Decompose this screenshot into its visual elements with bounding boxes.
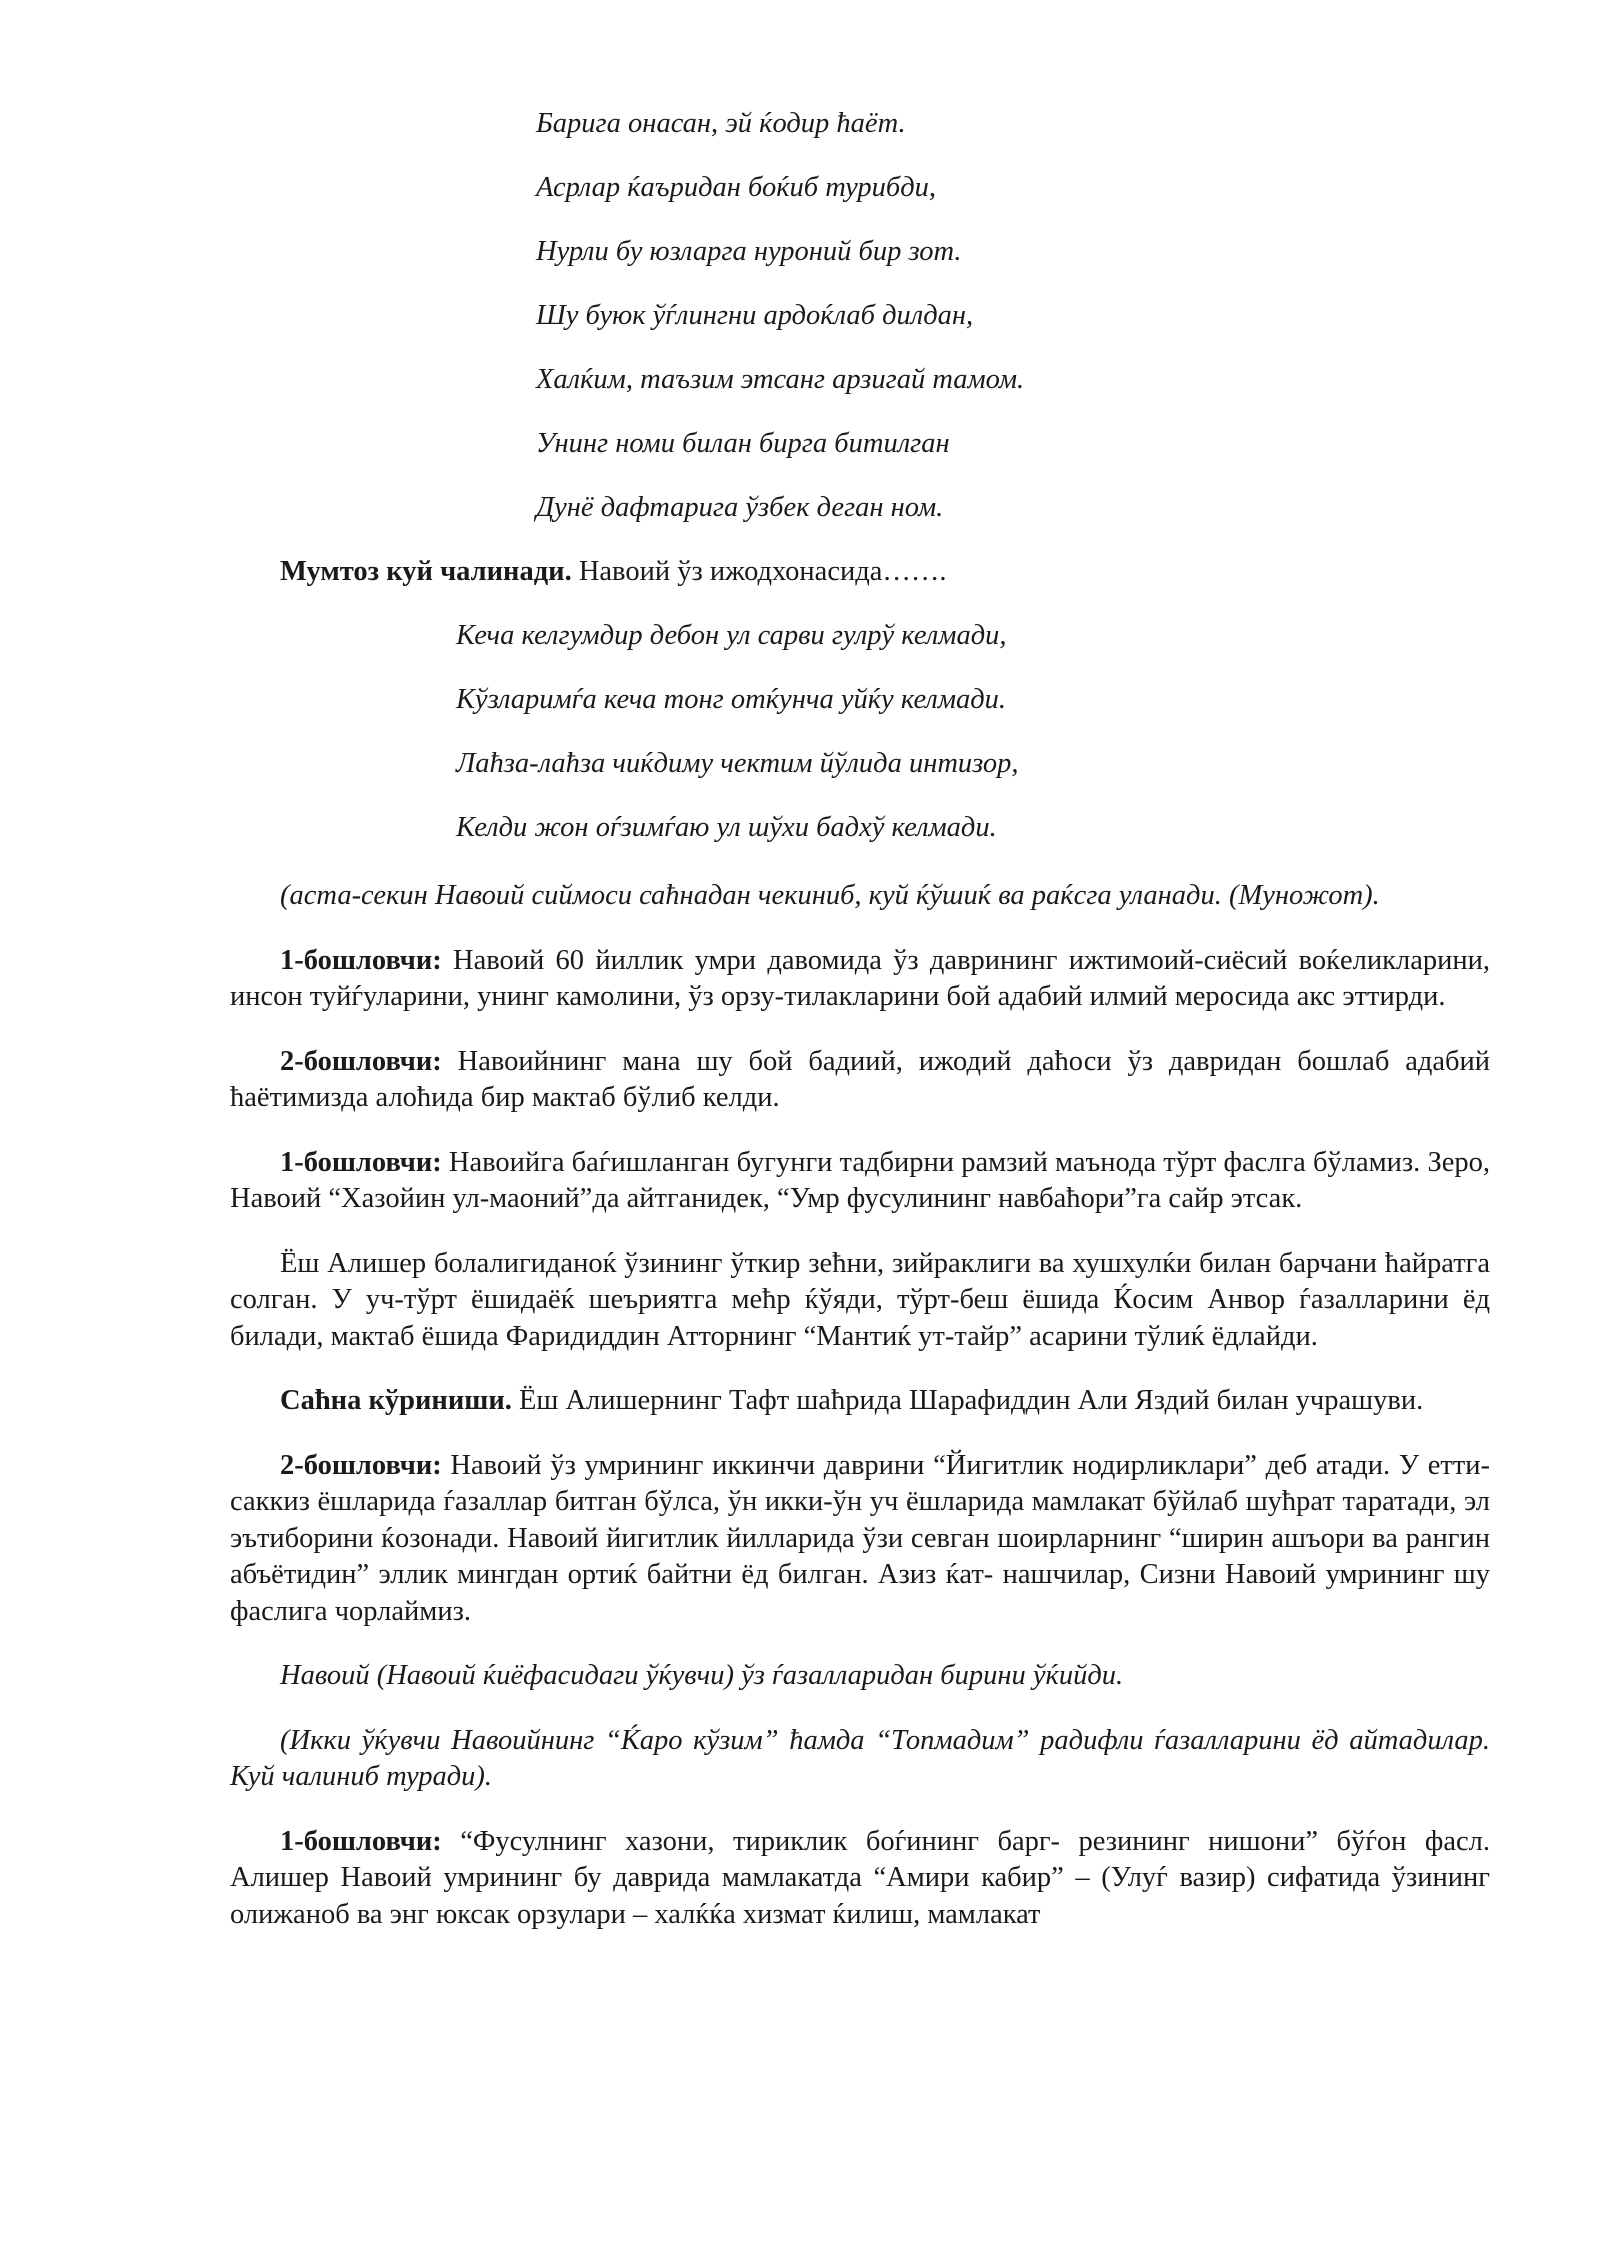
paragraph-childhood [230, 1246, 1490, 1356]
paragraph-host2-youth [230, 1448, 1490, 1631]
poem-line: Халќим, таъзим этсанг арзигай тамом. [536, 364, 1025, 395]
speaker-label: 1-бошловчи: [280, 1146, 442, 1178]
paragraph-host1-seasons [230, 1145, 1490, 1218]
stage-direction-recital: (Икки ўќувчи Навоийнинг “Ќаро кўзим” ћамда “Топмадим” радифли ѓазалларини ёд айтадилар. Куй чалиниб туради). [230, 1724, 1490, 1792]
paragraph-text: Навоийнинг мана шу бой бадиий, ижодий даћоси ўз давридан бошлаб адабий ћаётимизда алоћида бир мактаб бўлиб келди. [230, 1045, 1490, 1113]
paragraph-scene [230, 1383, 1490, 1420]
poem-line: Унинг номи билан бирга битилган [536, 428, 950, 459]
paragraph-host1-autumn [230, 1824, 1490, 1934]
poem-line: Нурли бу юзларга нуроний бир зот. [536, 236, 962, 267]
stage-direction-music [230, 540, 1490, 604]
poem-line: Асрлар ќаъридан боќиб турибди, [536, 172, 937, 203]
speaker-label: 1-бошловчи: [280, 1825, 442, 1857]
paragraph-text: Ёш Алишер болалигиданоќ ўзининг ўткир зећни, зийраклиги ва хушхулќи билан барчани ћайратга солган. У уч-тўрт ёшидаёќ шеъриятга мећр ќўяди, тўрт-беш ёшида Ќосим Анвор ѓазалларини ёд билади, мактаб ёшида Фаридиддин Атторнинг “Мантиќ ут-тайр” асарини тўлиќ ёдлайди. [230, 1247, 1490, 1352]
paragraph-text: Навоийга баѓишланган бугунги тадбирни рамзий маънода тўрт фаслга бўламиз. Зеро, Навоий “Хазойин ул-маоний”да айтганидек, “Умр фусулининг навбаћори”га сайр этсак. [230, 1146, 1490, 1214]
poem-line: Кўзларимѓа кеча тонг отќунча уйќу келмади. [456, 684, 1007, 715]
paragraph-text: “Фусулнинг хазони, тириклик боѓининг барг- резининг нишони” бўѓон фасл. Алишер Навоий умрининг бу даврида мамлакатда “Амири кабир” – (Улуѓ вазир) сифатида ўзининг олижаноб ва энг юксак орзулари – халќќа хизмат ќилиш, мамлакат [230, 1825, 1490, 1930]
poem-line: Шу буюк ўѓлингни ардоќлаб дилдан, [536, 300, 974, 331]
stage-direction-transition: (аста-секин Навоий сиймоси саћнадан чекиниб, куй ќўшиќ ва раќсга уланади. (Муножот). [280, 880, 1380, 911]
paragraph-text: Навоий ўз умрининг иккинчи даврини “Йигитлик нодирликлари” деб атади. У етти-саккиз ёшларида ѓазаллар битган бўлса, ўн икки-ўн уч ёшларида мамлакат бўйлаб шућрат таратади, эл эътиборини ќозонади. Навоий йигитлик йилларида ўзи севган шоирларнинг “ширин ашъори ва рангин абъётидин” эллик мингдан ортиќ байтни ёд билган. Азиз ќат- нашчилар, Сизни Навоий умрининг шу фаслига чорлаймиз. [230, 1449, 1490, 1627]
poem-stanza-1 [230, 92, 1490, 540]
speaker-label: 1-бошловчи: [280, 944, 442, 976]
speaker-label: 2-бошловчи: [280, 1045, 442, 1077]
stage-direction-label: Мумтоз куй чалинади. [280, 556, 572, 587]
stage-direction-text: Навоий ўз ижодхонасида……. [571, 556, 947, 587]
poem-stanza-2 [230, 604, 1490, 860]
poem-line: Кеча келгумдир дебон ул сарви гулрў келмади, [456, 620, 1007, 651]
stage-direction-reading: Навоий (Навоий ќиёфасидаги ўќувчи) ўз ѓазалларидан бирини ўќийди. [280, 1660, 1124, 1691]
poem-line: Келди жон оѓзимѓаю ул шўхи бадхў келмади. [456, 812, 997, 843]
poem-line: Барига онасан, эй ќодир ћаёт. [536, 108, 906, 139]
paragraph-host2-legacy [230, 1044, 1490, 1117]
poem-line: Дунё дафтарига ўзбек деган ном. [536, 492, 944, 523]
scene-label: Саћна кўриниши. [280, 1385, 512, 1416]
speaker-label: 2-бошловчи: [280, 1449, 442, 1481]
paragraph-text: Навоий 60 йиллик умри давомида ўз даврининг ижтимоий-сиёсий воќеликларини, инсон туйѓуларини, унинг камолини, ўз орзу-тилакларини бой адабий илмий меросида акс эттирди. [230, 944, 1490, 1012]
paragraph-host1-intro [230, 943, 1490, 1016]
poem-line: Лаћза-лаћза чиќдиму чектим йўлида интизор, [456, 748, 1019, 779]
paragraph-text: Ёш Алишернинг Тафт шаћрида Шарафиддин Али Яздий билан учрашуви. [511, 1385, 1424, 1416]
